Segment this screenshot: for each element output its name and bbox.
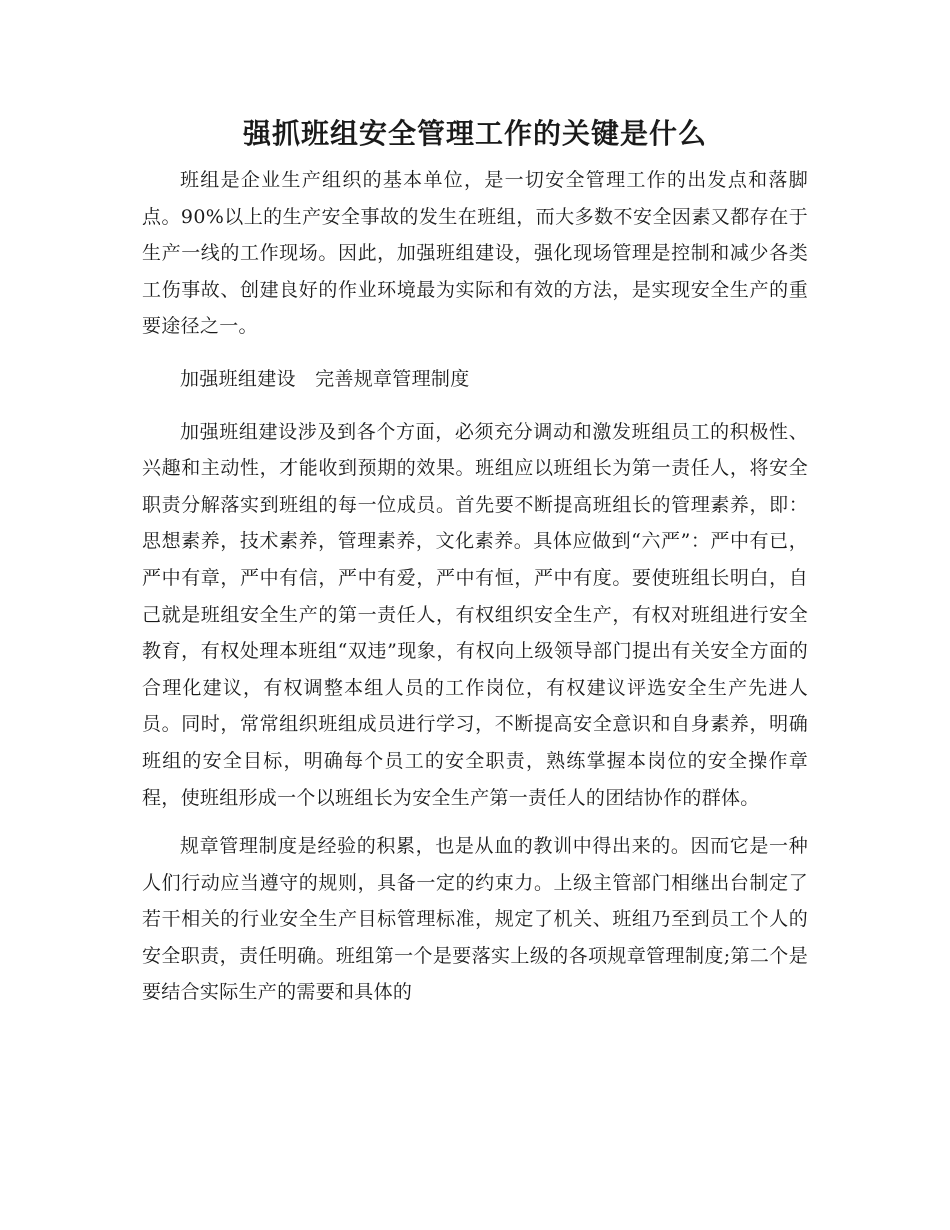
document-body — [142, 110, 808, 1011]
paragraph-intro: 班组是企业生产组织的基本单位，是一切安全管理工作的出发点和落脚点。90%以上的生产安全事故的发生在班组，而大多数不安全因素又都存在于生产一线的工作现场。因此，加强班组建设，强化现场管理是控制和减少各类工伤事故、创建良好的作业环境最为实际和有效的方法，是实现安全生产的重要途径之一。 — [142, 169, 808, 338]
document-title: 强抓班组安全管理工作的关键是什么 — [242, 117, 707, 150]
paragraph-rules: 规章管理制度是经验的积累，也是从血的教训中得出来的。因而它是一种人们行动应当遵守的规则，具备一定的约束力。上级主管部门相继出台制定了若干相关的行业安全生产目标管理标准，规定了机关、班组乃至到员工个人的安全职责，责任明确。班组第一个是要落实上级的各项规章管理制度;第二个是要结合实际生产的需要和具体的 — [142, 835, 808, 1004]
section-heading: 加强班组建设 完善规章管理制度 — [180, 367, 470, 390]
paragraph-team-building: 加强班组建设涉及到各个方面，必须充分调动和激发班组员工的积极性、兴趣和主动性，才能收到预期的效果。班组应以班组长为第一责任人，将安全职责分解落实到班组的每一位成员。首先要不断提高班组长的管理素养，即：思想素养，技术素养，管理素养，文化素养。具体应做到“六严”：严中有已，严中有章，严中有信，严中有爱，严中有恒，严中有度。要使班组长明白，自己就是班组安全生产的第一责任人，有权组织安全生产，有权对班组进行安全教育，有权处理本班组“双违”现象，有权向上级领导部门提出有关安全方面的合理化建议，有权调整本组人员的工作岗位，有权建议评选安全生产先进人员。同时，常常组织班组成员进行学习，不断提高安全意识和自身素养，明确班组的安全目标，明确每个员工的安全职责，熟练掌握本岗位的安全操作章程，使班组形成一个以班组长为安全生产第一责任人的团结协作的群体。 — [142, 420, 808, 809]
